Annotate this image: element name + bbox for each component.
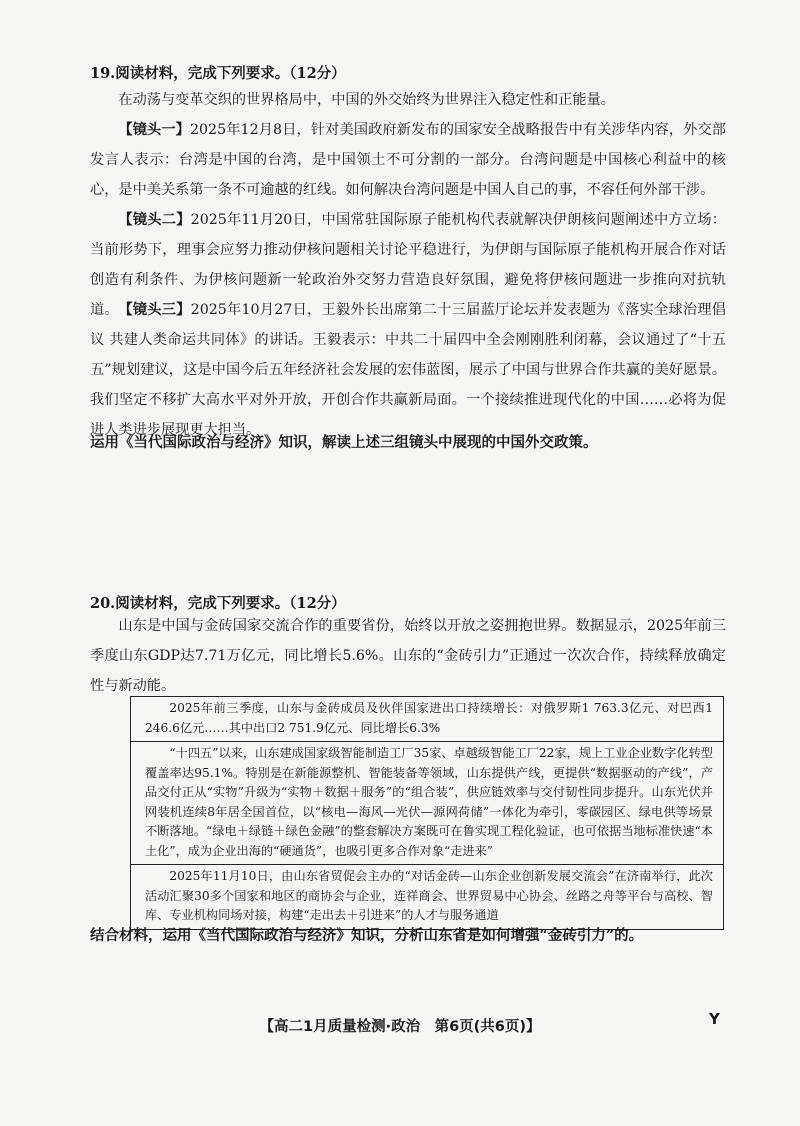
material-table <box>130 696 724 930</box>
shot-3-text: 2025年10月27日，王毅外长出席第二十三届蓝厅论坛并发表题为《落实全球治理倡议 共建人类命运共同体》的讲话。王毅表示：中共二十届四中全会刚刚胜利闭幕，会议通过了“十五五”规划建议，这是中国今后五年经济社会发展的宏伟蓝图，展示了中国与世界合作共赢的美好愿景。我们坚定不移扩大高水平对外开放，开创合作共赢新局面。一个接续推进现代化的中国……必将为促进人类进步展现更大担当。 <box>90 302 726 438</box>
question-19-heading: 19.阅读材料，完成下列要求。（12分） <box>90 65 346 82</box>
table-row <box>131 741 723 864</box>
shot-1-text: 2025年12月8日，针对美国政府新发布的国家安全战略报告中有关涉华内容，外交部发言人表示：台湾是中国的台湾，是中国领土不可分割的一部分。台湾问题是中国核心利益中的核心，是中美关系第一条不可逾越的红线。如何解决台湾问题是中国人自己的事，不容任何外部干涉。 <box>90 122 726 198</box>
table-row <box>131 864 723 929</box>
page-footer: 【高二1月质量检测·政治 第6页(共6页)】 <box>259 1019 541 1035</box>
corner-mark: Y <box>709 1010 720 1028</box>
question-20-heading: 20.阅读材料，完成下列要求。（12分） <box>90 595 346 612</box>
shot-2-label: 【镜头二】 <box>118 212 191 228</box>
table-row <box>131 697 723 741</box>
shot-1-label: 【镜头一】 <box>118 122 190 138</box>
shot-2-text: 2025年11月20日，中国常驻国际原子能机构代表就解决伊朗核问题阐述中方立场：当前形势下，理事会应努力推动伊核问题相关讨论平稳进行，为伊朗与国际原子能机构开展合作对话创造有利条件、为伊核问题新一轮政治外交努力营造良好氛围，避免将伊核问题进一步推向对抗轨道。 <box>90 212 726 318</box>
table-row-text: 2025年11月10日，由山东省贸促会主办的“对话金砖—山东企业创新发展交流会”在济南举行，此次活动汇聚30多个国家和地区的商协会与企业，连祥商会、世界贸易中心协会、丝路之舟等平台与高校、智库、专业机构同场对接，构建“走出去＋引进来”的人才与服务通道 <box>145 869 713 922</box>
shot-3-paragraph <box>90 295 726 445</box>
table-row-text: 2025年前三季度，山东与金砖成员及伙伴国家进出口持续增长：对俄罗斯1 763.3亿元、对巴西1 246.6亿元……其中出口2 751.9亿元、同比增长6.3% <box>145 701 713 735</box>
question-19-intro: 在动荡与变革交织的世界格局中，中国的外交始终为世界注入稳定性和正能量。 <box>118 92 615 108</box>
question-20-intro: 山东是中国与金砖国家交流合作的重要省份，始终以开放之姿拥抱世界。数据显示，2025年前三季度山东GDP达7.71万亿元，同比增长5.6%。山东的“金砖引力”正通过一次次合作，持续释放确定性与新动能。 <box>90 618 726 694</box>
question-19-task: 运用《当代国际政治与经济》知识，解读上述三组镜头中展现的中国外交政策。 <box>90 434 598 451</box>
question-20-task: 结合材料，运用《当代国际政治与经济》知识，分析山东省是如何增强“金砖引力”的。 <box>90 927 644 944</box>
shot-3-label: 【镜头三】 <box>118 302 191 318</box>
shot-1-paragraph <box>90 115 726 205</box>
table-row-text: “十四五”以来，山东建成国家级智能制造工厂35家、卓越级智能工厂22家，规上工业企业数字化转型覆盖率达95.1%。特别是在新能源整机、智能装备等领域，山东提供产线，更提供“数据驱动的产线”，产品交付正从“实物”升级为“实物＋数据＋服务”的“组合装”，供应链效率与交付韧性同步提升。山东光伏并网装机连续8年居全国首位，以“核电—海风—光伏—源网荷储”一体化为牵引，零碳园区、绿电供等场景不断落地。“绿电＋绿链＋绿色金融”的整套解决方案既可在鲁实现工程化验证，也可依据当地标准快速“本土化”，成为企业出海的“硬通货”，也吸引更多合作对象“走进来” <box>145 746 713 858</box>
